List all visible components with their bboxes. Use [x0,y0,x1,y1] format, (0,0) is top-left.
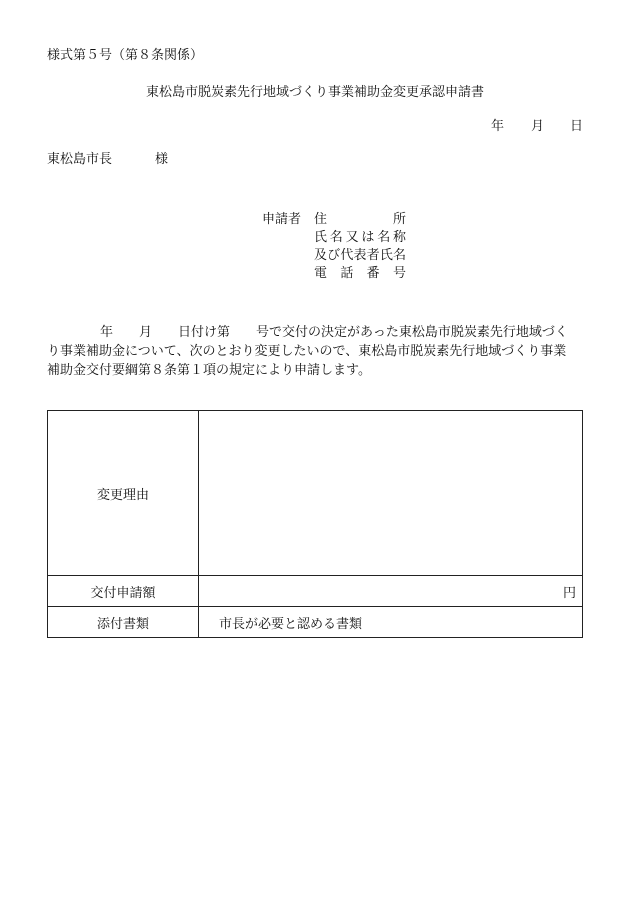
applicant-phone-label: 電話番号 [314,266,406,281]
applicant-address-label: 住所 [314,212,406,227]
addressee-honorific: 様 [155,152,169,167]
change-reason-label: 変更理由 [48,411,199,576]
application-body-text [47,323,585,380]
body-line: 補助金交付要綱第８条第１項の規定により申請します。 [47,363,371,378]
date-year-label: 年 [491,119,505,134]
attachments-label: 添付書類 [48,607,199,638]
table-row-grant-amount [48,576,583,607]
date-month-label: 月 [531,119,545,134]
attachments-value: 市長が必要と認める書類 [199,607,583,638]
table-row-change-reason [48,411,583,576]
grant-amount-label: 交付申請額 [48,576,199,607]
table-row-attachments [48,607,583,638]
addressee-name: 東松島市長 [47,152,113,167]
document-title: 東松島市脱炭素先行地域づくり事業補助金変更承認申請書 [145,85,484,100]
applicant-representative-label: 及び代表者氏名 [314,248,406,263]
form-number: 様式第５号（第８条関係） [47,48,204,63]
body-line: り事業補助金について、次のとおり変更したいので、東松島市脱炭素先行地域づくり事業 [47,344,567,359]
body-line: 年 月 日付け第 号で交付の決定があった東松島市脱炭素先行地域づく [100,325,568,340]
grant-amount-field[interactable]: 円 [199,576,583,607]
applicant-label: 申請者 [262,212,302,227]
applicant-name-label: 氏名又は名称 [314,230,406,245]
date-day-label: 日 [570,119,584,134]
application-details-table [47,410,583,638]
change-reason-field[interactable] [199,411,583,576]
